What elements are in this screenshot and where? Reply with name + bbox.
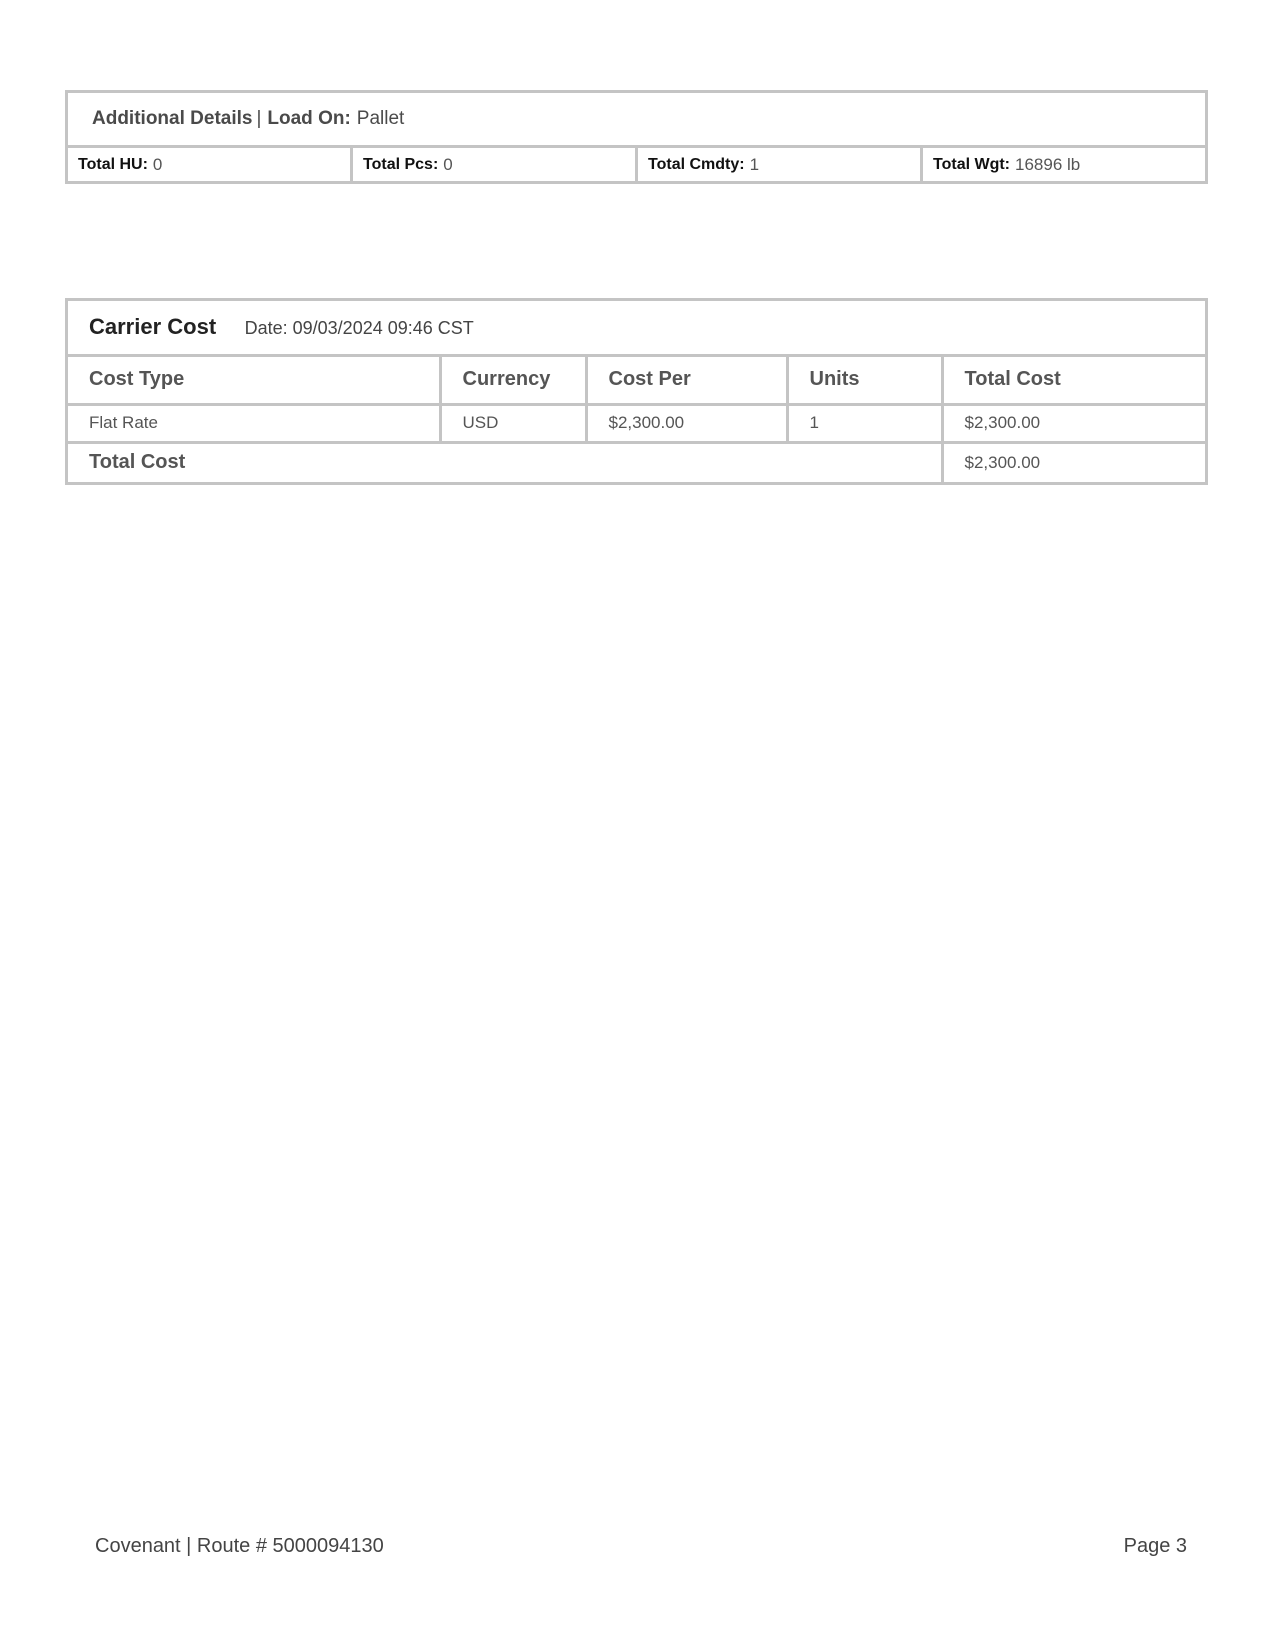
total-cost-label: Total Cost <box>68 442 942 482</box>
totals-row <box>68 148 1205 181</box>
column-header-units: Units <box>787 355 942 404</box>
table-row <box>68 404 1205 442</box>
footer-page-number: Page 3 <box>1123 1535 1187 1557</box>
column-header-cost-per: Cost Per <box>586 355 787 404</box>
total-hu-cell <box>68 148 353 181</box>
total-cost-row <box>68 442 1205 482</box>
column-header-total-cost: Total Cost <box>942 355 1205 404</box>
carrier-cost-title: Carrier Cost <box>89 314 217 340</box>
total-cost-value: $2,300.00 <box>942 442 1205 482</box>
total-pcs-cell <box>353 148 638 181</box>
total-hu-label: Total HU: <box>78 155 148 173</box>
column-header-currency: Currency <box>440 355 586 404</box>
table-header-row <box>68 355 1205 404</box>
additional-details-box <box>65 90 1208 184</box>
total-cmdty-value: 1 <box>749 154 760 174</box>
header-separator: | <box>256 108 262 129</box>
total-wgt-cell <box>923 148 1205 181</box>
column-header-cost-type: Cost Type <box>68 355 440 404</box>
total-cmdty-label: Total Cmdty: <box>648 155 745 173</box>
total-cmdty-cell <box>638 148 923 181</box>
cell-total-cost: $2,300.00 <box>942 404 1205 442</box>
cell-cost-type: Flat Rate <box>68 404 440 442</box>
additional-details-header <box>68 93 1205 148</box>
carrier-cost-title-cell <box>68 301 1205 355</box>
cell-currency: USD <box>440 404 586 442</box>
carrier-cost-title-row <box>68 301 1205 355</box>
total-wgt-label: Total Wgt: <box>933 155 1011 173</box>
footer-route-info: Covenant | Route # 5000094130 <box>95 1535 384 1557</box>
cell-cost-per: $2,300.00 <box>586 404 787 442</box>
additional-details-title: Additional Details <box>92 108 253 129</box>
load-on-value: Pallet <box>356 108 405 129</box>
total-hu-value: 0 <box>152 154 163 174</box>
total-wgt-value: 16896 lb <box>1015 154 1081 174</box>
cell-units: 1 <box>787 404 942 442</box>
load-on-label: Load On: <box>267 108 351 129</box>
carrier-cost-date: Date: 09/03/2024 09:46 CST <box>244 318 474 339</box>
total-pcs-value: 0 <box>443 154 453 174</box>
total-pcs-label: Total Pcs: <box>363 155 439 173</box>
carrier-cost-box <box>65 298 1208 485</box>
carrier-cost-table <box>68 301 1205 482</box>
